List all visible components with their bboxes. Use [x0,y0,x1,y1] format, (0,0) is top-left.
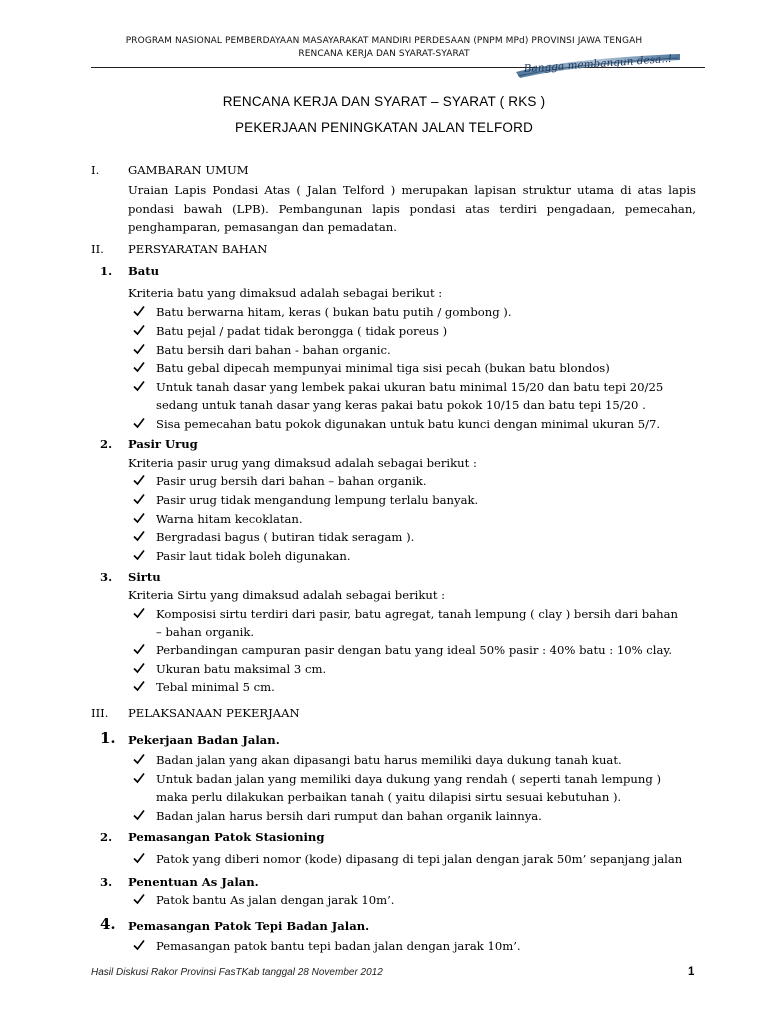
checkmark-icon [132,752,146,766]
subsection-heading: Pemasangan Patok Stasioning [128,830,325,844]
list-item: Komposisi sirtu terdiri dari pasir, batu agregat, tanah lempung ( clay ) bersih dari bahan [156,607,678,621]
list-item: Batu gebal dipecah mempunyai minimal tiga sisi pecah (bukan batu blondos) [156,361,610,375]
criteria-intro: Kriteria pasir urug yang dimaksud adalah sebagai berikut : [128,456,477,470]
list-item: Patok bantu As jalan dengan jarak 10m’. [156,893,395,907]
footer-note: Hasil Diskusi Rakor Provinsi FasTKab tanggal 28 November 2012 [91,967,383,978]
checkmark-icon [132,892,146,906]
subsection-heading: Penentuan As Jalan. [128,875,259,889]
checkmark-icon [132,529,146,543]
list-item: Bergradasi bagus ( butiran tidak seragam ). [156,530,415,544]
checkmark-icon [132,304,146,318]
list-item: Patok yang diberi nomor (kode) dipasang di tepi jalan dengan jarak 50m’ sepanjang jalan [156,852,683,866]
list-item: Pasir urug bersih dari bahan – bahan organik. [156,474,427,488]
list-item: Batu pejal / padat tidak berongga ( tidak poreus ) [156,324,448,338]
list-item: Badan jalan yang akan dipasangi batu harus memiliki daya dukung tanah kuat. [156,753,622,767]
section-number: III. [91,706,109,720]
criteria-intro: Kriteria Sirtu yang dimaksud adalah sebagai berikut : [128,588,446,602]
page-number: 1 [688,966,695,978]
subsection-number: 1. [100,729,116,747]
subsection-heading: Pekerjaan Badan Jalan. [128,733,280,747]
list-item-continuation: maka perlu dilakukan perbaikan tanah ( yaitu dilapisi sirtu sesuai kebutuhan ). [156,790,622,804]
checkmark-icon [132,771,146,785]
doc-subtitle: PEKERJAAN PENINGKATAN JALAN TELFORD [234,120,534,135]
subsection-number: 2. [100,437,113,451]
header-program-line: PROGRAM NASIONAL PEMBERDAYAAN MASAYARAKAT MANDIRI PERDESAAN (PNPM MPd) PROVINSI JAWA TENGAH [125,36,643,46]
checkmark-icon [132,342,146,356]
checkmark-icon [132,473,146,487]
checkmark-icon [132,492,146,506]
list-item: Pasir urug tidak mengandung lempung terlalu banyak. [156,493,479,507]
checkmark-icon [132,606,146,620]
subsection-number: 1. [100,264,113,278]
list-item-continuation: – bahan organik. [156,625,255,639]
section-heading: GAMBARAN UMUM [128,163,249,177]
checkmark-icon [132,661,146,675]
list-item: Perbandingan campuran pasir dengan batu yang ideal 50% pasir : 40% batu : 10% clay. [156,643,673,657]
list-item-continuation: sedang untuk tanah dasar yang keras pakai batu pokok 10/15 dan batu tepi 15/20 . [156,398,646,412]
list-item: Pemasangan patok bantu tepi badan jalan dengan jarak 10m’. [156,939,521,953]
list-item: Batu bersih dari bahan - bahan organic. [156,343,391,357]
checkmark-icon [132,379,146,393]
list-item: Ukuran batu maksimal 3 cm. [156,662,327,676]
checkmark-icon [132,938,146,952]
checkmark-icon [132,851,146,865]
list-item: Untuk badan jalan yang memiliki daya dukung yang rendah ( seperti tanah lempung ) [156,772,661,786]
checkmark-icon [132,511,146,525]
header-doc-line: RENCANA KERJA DAN SYARAT-SYARAT [298,49,470,59]
checkmark-icon [132,808,146,822]
list-item: Pasir laut tidak boleh digunakan. [156,549,351,563]
subsection-heading: Pemasangan Patok Tepi Badan Jalan. [128,919,370,933]
checkmark-icon [132,323,146,337]
subsection-number: 3. [100,875,113,889]
list-item: Untuk tanah dasar yang lembek pakai ukuran batu minimal 15/20 dan batu tepi 20/25 [156,380,664,394]
subsection-heading: Batu [128,264,160,278]
list-item: Warna hitam kecoklatan. [156,512,303,526]
slogan-text: Bangga membangun desa..! [523,52,673,76]
section-heading: PELAKSANAAN PEKERJAAN [128,706,300,720]
list-item: Batu berwarna hitam, keras ( bukan batu putih / gombong ). [156,305,512,319]
section-number: I. [91,163,100,177]
list-item: Sisa pemecahan batu pokok digunakan untuk batu kunci dengan minimal ukuran 5/7. [156,417,661,431]
doc-title: RENCANA KERJA DAN SYARAT – SYARAT ( RKS ) [222,94,546,109]
subsection-number: 3. [100,570,113,584]
checkmark-icon [132,548,146,562]
subsection-heading: Pasir Urug [128,437,198,451]
section-heading: PERSYARATAN BAHAN [128,242,268,256]
checkmark-icon [132,642,146,656]
section-number: II. [91,242,104,256]
list-item: Tebal minimal 5 cm. [156,680,275,694]
checkmark-icon [132,679,146,693]
checkmark-icon [132,416,146,430]
criteria-intro: Kriteria batu yang dimaksud adalah sebagai berikut : [128,286,443,300]
list-item: Badan jalan harus bersih dari rumput dan bahan organik lainnya. [156,809,542,823]
subsection-number: 2. [100,830,113,844]
slogan-logo [514,52,682,80]
subsection-number: 4. [100,915,116,933]
section-paragraph: Uraian Lapis Pondasi Atas ( Jalan Telford ) merupakan lapisan struktur utama di atas lapis pondasi bawah (LPB). Pembangunan lapis pondasi atas terdiri pengadaan, pemecahan, penghamparan, pemasangan dan pemadatan. [128,183,696,234]
subsection-heading: Sirtu [128,570,161,584]
checkmark-icon [132,360,146,374]
